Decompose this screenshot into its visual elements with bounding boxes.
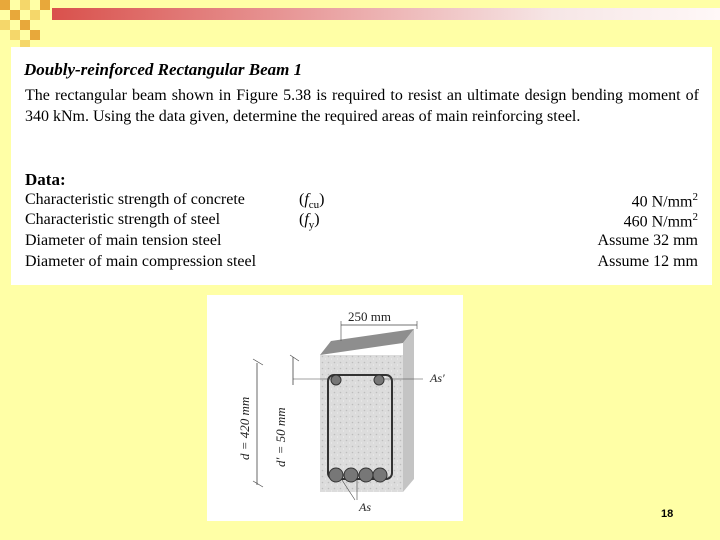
data-row — [25, 232, 698, 253]
problem-statement: The rectangular beam shown in Figure 5.38 is required to resist an ultimate design bending moment of 340 kNm. Using the data given, determine the required areas of main reinforcing steel. — [25, 87, 699, 125]
tension-bar — [344, 468, 358, 482]
beam-cross-section-figure — [207, 295, 463, 521]
data-row-label: Characteristic strength of concrete — [25, 191, 245, 208]
data-row — [25, 253, 698, 274]
slide-title: Doubly-reinforced Rectangular Beam 1 — [24, 60, 303, 79]
tension-bar — [359, 468, 373, 482]
header-accent-band — [52, 8, 720, 20]
page-number: 18 — [661, 508, 674, 520]
data-row — [25, 191, 698, 212]
compression-bar — [331, 375, 341, 385]
data-row-value: Assume 12 mm — [597, 253, 698, 270]
data-row-symbol: $(f_y)$ — [299, 211, 320, 232]
beam-top-face — [320, 329, 414, 355]
tension-bar — [373, 468, 387, 482]
data-row-value: 460 $N/mm^2$ — [623, 211, 698, 231]
tension-bar — [329, 468, 343, 482]
data-row-label: Diameter of main compression steel — [25, 253, 257, 270]
compression-steel-label: As′ — [430, 371, 445, 385]
depth-label: d = 420 mm — [237, 396, 252, 460]
data-heading: Data: — [25, 170, 66, 189]
data-row-label: Diameter of main tension steel — [25, 232, 222, 249]
tension-steel-label: As — [359, 500, 371, 514]
cover-label: d′ = 50 mm — [273, 407, 288, 467]
data-row-label: Characteristic strength of steel — [25, 211, 221, 228]
data-row — [25, 211, 698, 232]
corner-checker-decoration — [0, 0, 60, 50]
compression-bar — [374, 375, 384, 385]
data-row-symbol: $(f_{cu})$ — [299, 191, 325, 212]
data-row-value: Assume 32 mm — [597, 232, 698, 249]
width-label: 250 mm — [348, 309, 391, 324]
beam-side-face — [403, 329, 414, 492]
data-row-value: 40 $N/mm^2$ — [631, 191, 698, 211]
